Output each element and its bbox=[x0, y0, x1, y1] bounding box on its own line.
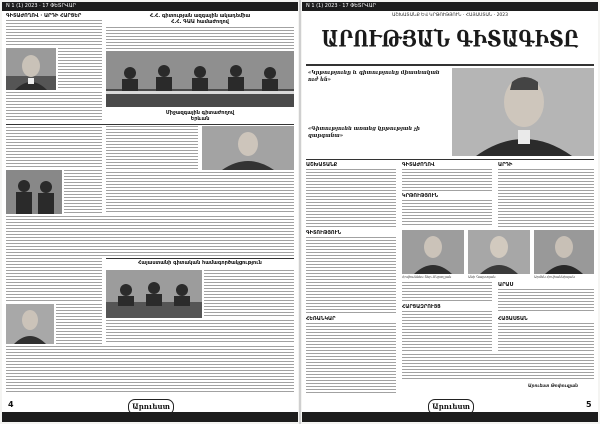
left-photo-man-portrait bbox=[6, 48, 56, 90]
right-header-bar: N 1 (1) 2023 · 17 ՓԵՏՐՎԱՐ bbox=[302, 2, 598, 11]
right-col3-text-c bbox=[498, 323, 594, 351]
left-column-text-2 bbox=[6, 92, 102, 122]
masthead-rule bbox=[306, 64, 594, 66]
left-body-text bbox=[6, 216, 294, 256]
right-page-number: 5 bbox=[586, 400, 592, 409]
right-footer-logo: Արուեստ bbox=[428, 399, 474, 415]
right-banner: ԱՇԽԱՏԱՆՔ ԵՎ ԿՐԹՈՒԹՅՈՒՆ · ՀԱՅԱՍՏԱՆ · 2023 bbox=[391, 13, 509, 18]
left-footer-logo: Արուեստ bbox=[128, 399, 174, 415]
right-page bbox=[302, 2, 598, 422]
right-bottom-text bbox=[402, 354, 594, 380]
photo-caption-2: Անի Գալստյան bbox=[468, 275, 496, 279]
right-col2-text-b bbox=[402, 200, 492, 227]
lead-quote: «Կրթությունը և գիտությունը միասնական ուժ են» bbox=[308, 70, 440, 83]
left-mid-col-wrap bbox=[64, 170, 102, 214]
left-column-text-wrap bbox=[58, 48, 102, 90]
right-col3-text bbox=[498, 169, 594, 227]
right-col2-heading-c: ՀԱՐՑԱԶՐՈՒՅՑ bbox=[402, 304, 441, 310]
left-mid-col-1 bbox=[6, 127, 102, 167]
right-col3-text-b bbox=[498, 289, 594, 313]
right-col1-heading-c: ՀԵՌԱՆԿԱՐ bbox=[306, 316, 336, 322]
right-col2-heading-b: ԿՐԹՈՒԹՅՈՒՆ bbox=[402, 193, 439, 199]
left-mid-col-3 bbox=[106, 172, 294, 214]
right-col3-heading-c: ՀԱՅԱՍՏԱՆ bbox=[498, 316, 528, 322]
right-col2-text bbox=[402, 169, 492, 191]
left-mid-col-2 bbox=[106, 126, 198, 170]
right-col1-text bbox=[306, 169, 396, 227]
right-footer-bar bbox=[302, 412, 598, 422]
left-lower-photo-meeting bbox=[106, 270, 202, 318]
right-col2-text-c bbox=[402, 282, 492, 302]
left-top-headline: Հ.Հ. գիտության ազգային ակադեմիա bbox=[149, 13, 251, 19]
left-lower-photo-portrait bbox=[6, 304, 54, 344]
left-top-story-text bbox=[106, 27, 294, 49]
left-middle-headline: Միջազգային գիտաժողով bbox=[165, 110, 235, 116]
spread-fold bbox=[299, 0, 301, 424]
left-page bbox=[2, 2, 298, 422]
left-lower-col-1 bbox=[6, 258, 102, 302]
left-header-bar: N 1 (1) 2023 · 17 ՓԵՏՐՎԱՐ bbox=[2, 2, 298, 11]
left-top-subhead: Հ.Հ. ԳԱԱ համաժողով bbox=[171, 19, 229, 25]
right-photo-3 bbox=[534, 230, 594, 274]
left-photo-panel bbox=[6, 170, 62, 214]
left-lower-col-wrap bbox=[56, 304, 102, 344]
right-col1-heading: ԱՇԽԱՏԱՆՔ bbox=[306, 162, 338, 168]
left-middle-photo bbox=[202, 126, 294, 170]
left-divider-2 bbox=[106, 258, 294, 259]
photo-caption-3: Արմեն Հովհաննիսյան bbox=[534, 275, 575, 279]
second-quote: «Գիտությունն առանց կրթության չի զարգանա» bbox=[308, 126, 420, 139]
right-masthead: ԱՐՈՒԹՅԱՆ ԳԻՏԱԳԻՏԸ bbox=[321, 26, 579, 53]
right-col1-heading-b: ԳԻՏՈՒԹՅՈՒՆ bbox=[306, 230, 342, 236]
right-col1-text-c bbox=[306, 323, 396, 393]
left-page-number: 4 bbox=[8, 400, 14, 409]
left-top-photo-conference bbox=[106, 51, 294, 107]
right-photo-1 bbox=[402, 230, 464, 274]
left-footer-bar bbox=[2, 412, 298, 422]
right-photo-2 bbox=[468, 230, 530, 274]
right-col3-heading-b: ԱՐԱՍ bbox=[498, 282, 514, 288]
signature: Արուեստ Թոփուզյան bbox=[528, 383, 578, 388]
left-section-heading: ԳԻՏԱԺՈՂՈՎ · ԱՐԴԻ ՀԱՐՑԵՐ bbox=[6, 13, 82, 19]
left-lower-col-2 bbox=[204, 270, 294, 318]
photo-caption-1: Հովհաննես Տեր-Մկրտչյան bbox=[402, 275, 452, 279]
right-divider-1 bbox=[306, 159, 594, 160]
left-column-text bbox=[6, 20, 102, 46]
right-col3-heading: ԱՐԴԻ bbox=[498, 162, 513, 168]
right-lead-portrait bbox=[452, 68, 594, 156]
left-lower-headline: Հայաստանի գիտական համագործակցություն bbox=[138, 260, 262, 266]
left-lower-col-3 bbox=[106, 320, 294, 344]
left-divider-1 bbox=[6, 124, 294, 125]
left-bottom-text bbox=[6, 346, 294, 394]
right-col1-text-b bbox=[306, 237, 396, 313]
right-col2-text-d bbox=[402, 311, 492, 351]
right-col2-heading: ԳԻՏԱԺՈՂՈՎ bbox=[402, 162, 435, 168]
left-middle-subhead: Երևան bbox=[190, 116, 210, 122]
